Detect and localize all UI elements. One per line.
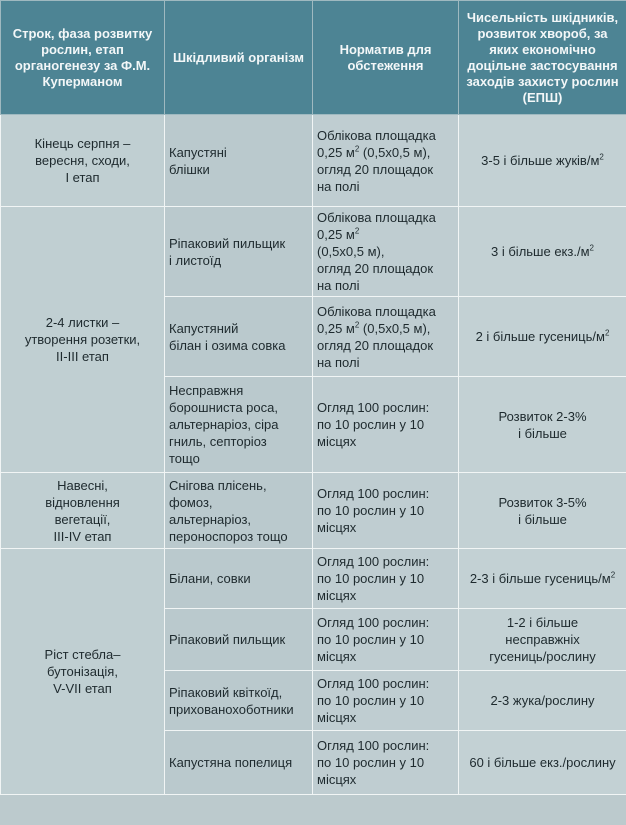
table-row xyxy=(1,115,626,207)
norm-cell: Огляд 100 рослин: по 10 рослин у 10 місцях xyxy=(313,731,459,795)
threshold-cell: 1-2 і більше несправжніх гусениць/рослину xyxy=(459,609,626,671)
threshold-cell: 2-3 і більше гусениць/$м^2$ xyxy=(459,549,626,609)
table-header-row xyxy=(1,1,626,115)
threshold-cell: Розвиток 2-3% і більше xyxy=(459,377,626,473)
header-norm: Норматив для обстеження xyxy=(313,1,459,115)
organism-cell: Ріпаковий пильщик і листоїд xyxy=(165,207,313,297)
norm-cell: Облікова площадка 0,25 $м^2$ (0,5х0,5 м), огляд 20 площадок на полі xyxy=(313,297,459,377)
threshold-cell: 2 і більше гусениць/$м^2$ xyxy=(459,297,626,377)
table-row xyxy=(1,207,626,297)
norm-cell: Огляд 100 рослин: по 10 рослин у 10 місцях xyxy=(313,549,459,609)
table-row xyxy=(1,549,626,609)
header-organism: Шкідливий організм xyxy=(165,1,313,115)
organism-cell: Снігова плісень, фомоз, альтернаріоз, пероноспороз тощо xyxy=(165,473,313,549)
stage-cell: Кінець серпня – вересня, сходи, І етап xyxy=(1,115,165,207)
table-row xyxy=(1,473,626,549)
organism-cell: Капустяні блішки xyxy=(165,115,313,207)
organism-cell: Ріпаковий пильщик xyxy=(165,609,313,671)
organism-cell: Ріпаковий квіткоїд, прихованохоботники xyxy=(165,671,313,731)
organism-cell: Капустяна попелиця xyxy=(165,731,313,795)
norm-cell: Огляд 100 рослин: по 10 рослин у 10 місцях xyxy=(313,473,459,549)
norm-cell: Облікова площадка 0,25 $м^2$ (0,5х0,5 м), огляд 20 площадок на полі xyxy=(313,207,459,297)
stage-cell: 2-4 листки – утворення розетки, ІІ-ІІІ етап xyxy=(1,207,165,473)
norm-cell: Облікова площадка 0,25 $м^2$ (0,5х0,5 м), огляд 20 площадок на полі xyxy=(313,115,459,207)
norm-cell: Огляд 100 рослин: по 10 рослин у 10 місцях xyxy=(313,671,459,731)
threshold-cell: 3 і більше $екз./м^2$ xyxy=(459,207,626,297)
threshold-cell: Розвиток 3-5% і більше xyxy=(459,473,626,549)
threshold-cell: 2-3 жука/рослину xyxy=(459,671,626,731)
organism-cell: Білани, совки xyxy=(165,549,313,609)
norm-cell: Огляд 100 рослин: по 10 рослин у 10 місцях xyxy=(313,377,459,473)
header-stage: Строк, фаза розвитку рослин, етап органогенезу за Ф.М. Куперманом xyxy=(1,1,165,115)
threshold-cell: 60 і більше екз./рослину xyxy=(459,731,626,795)
stage-cell: Ріст стебла– бутонізація, V-VII етап xyxy=(1,549,165,795)
organism-cell: Капустяний білан і озима совка xyxy=(165,297,313,377)
norm-cell: Огляд 100 рослин: по 10 рослин у 10 місцях xyxy=(313,609,459,671)
threshold-cell: 3-5 і більше жуків/$м^2$ xyxy=(459,115,626,207)
header-threshold: Чисельність шкідників, розвиток хвороб, за яких економічно доцільне застосування заходів захисту рослин (ЕПШ) xyxy=(459,1,626,115)
stage-cell: Навесні, відновлення вегетації, ІІІ-IV етап xyxy=(1,473,165,549)
organism-cell: Несправжня борошниста роса, альтернаріоз, сіра гниль, септоріоз тощо xyxy=(165,377,313,473)
